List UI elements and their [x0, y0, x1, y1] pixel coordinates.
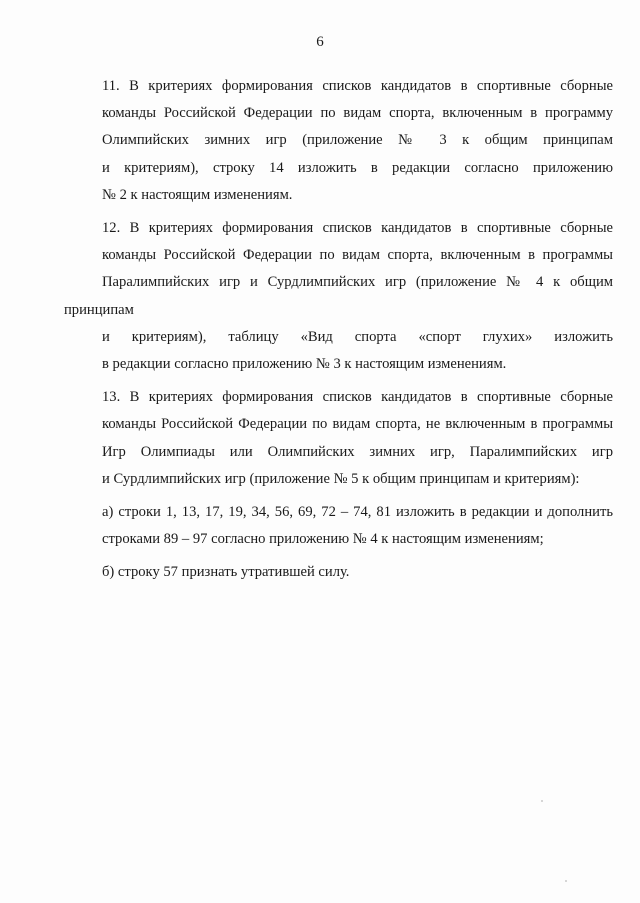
paragraph-line: Паралимпийских игр и Сурдлимпийских игр (приложение № 4 к общим принципам	[64, 274, 613, 318]
scan-speck	[565, 880, 567, 882]
paragraph-line: 11. В критериях формирования списков кандидатов в спортивные сборные	[102, 78, 613, 94]
paragraph-line: и Сурдлимпийских игр (приложение № 5 к общим принципам и критериям):	[102, 470, 580, 487]
paragraph-line: Олимпийских зимних игр (приложение № 3 к общим принципам	[102, 132, 613, 149]
paragraph-13	[64, 384, 613, 493]
paragraph-line: и критериям), таблицу «Вид спорта «спорт глухих» изложить	[102, 328, 613, 345]
paragraph-line: Игр Олимпиады или Олимпийских зимних игр, Паралимпийских игр	[102, 443, 613, 460]
paragraph-line: строками 89 – 97 согласно приложению № 4 к настоящим изменениям;	[102, 531, 544, 548]
paragraph-line: команды Российской Федерации по видам спорта, не включенным в программы	[102, 416, 613, 433]
paragraph-12	[64, 215, 613, 378]
paragraph-line: а) строки 1, 13, 17, 19, 34, 56, 69, 72 – 74, 81 изложить в редакции и дополнить	[102, 504, 613, 521]
paragraph-line: 12. В критериях формирования списков кандидатов в спортивные сборные	[102, 220, 613, 237]
paragraph-line: 13. В критериях формирования списков кандидатов в спортивные сборные	[102, 389, 613, 406]
scan-speck	[541, 800, 543, 802]
paragraph-line: б) строку 57 признать утратившей силу.	[102, 564, 350, 581]
subparagraph-b	[64, 559, 613, 586]
paragraph-line: команды Российской Федерации по видам спорта, включенным в программу	[102, 105, 613, 122]
paragraph-line: и критериям), строку 14 изложить в редакции согласно приложению	[102, 159, 613, 176]
paragraph-line: команды Российской Федерации по видам спорта, включенным в программы	[102, 247, 613, 264]
paragraph-line: № 2 к настоящим изменениям.	[102, 186, 293, 203]
paragraph-line: в редакции согласно приложению № 3 к настоящим изменениям.	[102, 356, 507, 373]
document-body	[64, 73, 613, 593]
subparagraph-a	[64, 499, 613, 553]
paragraph-11	[64, 73, 613, 209]
page-number: 6	[316, 34, 324, 50]
